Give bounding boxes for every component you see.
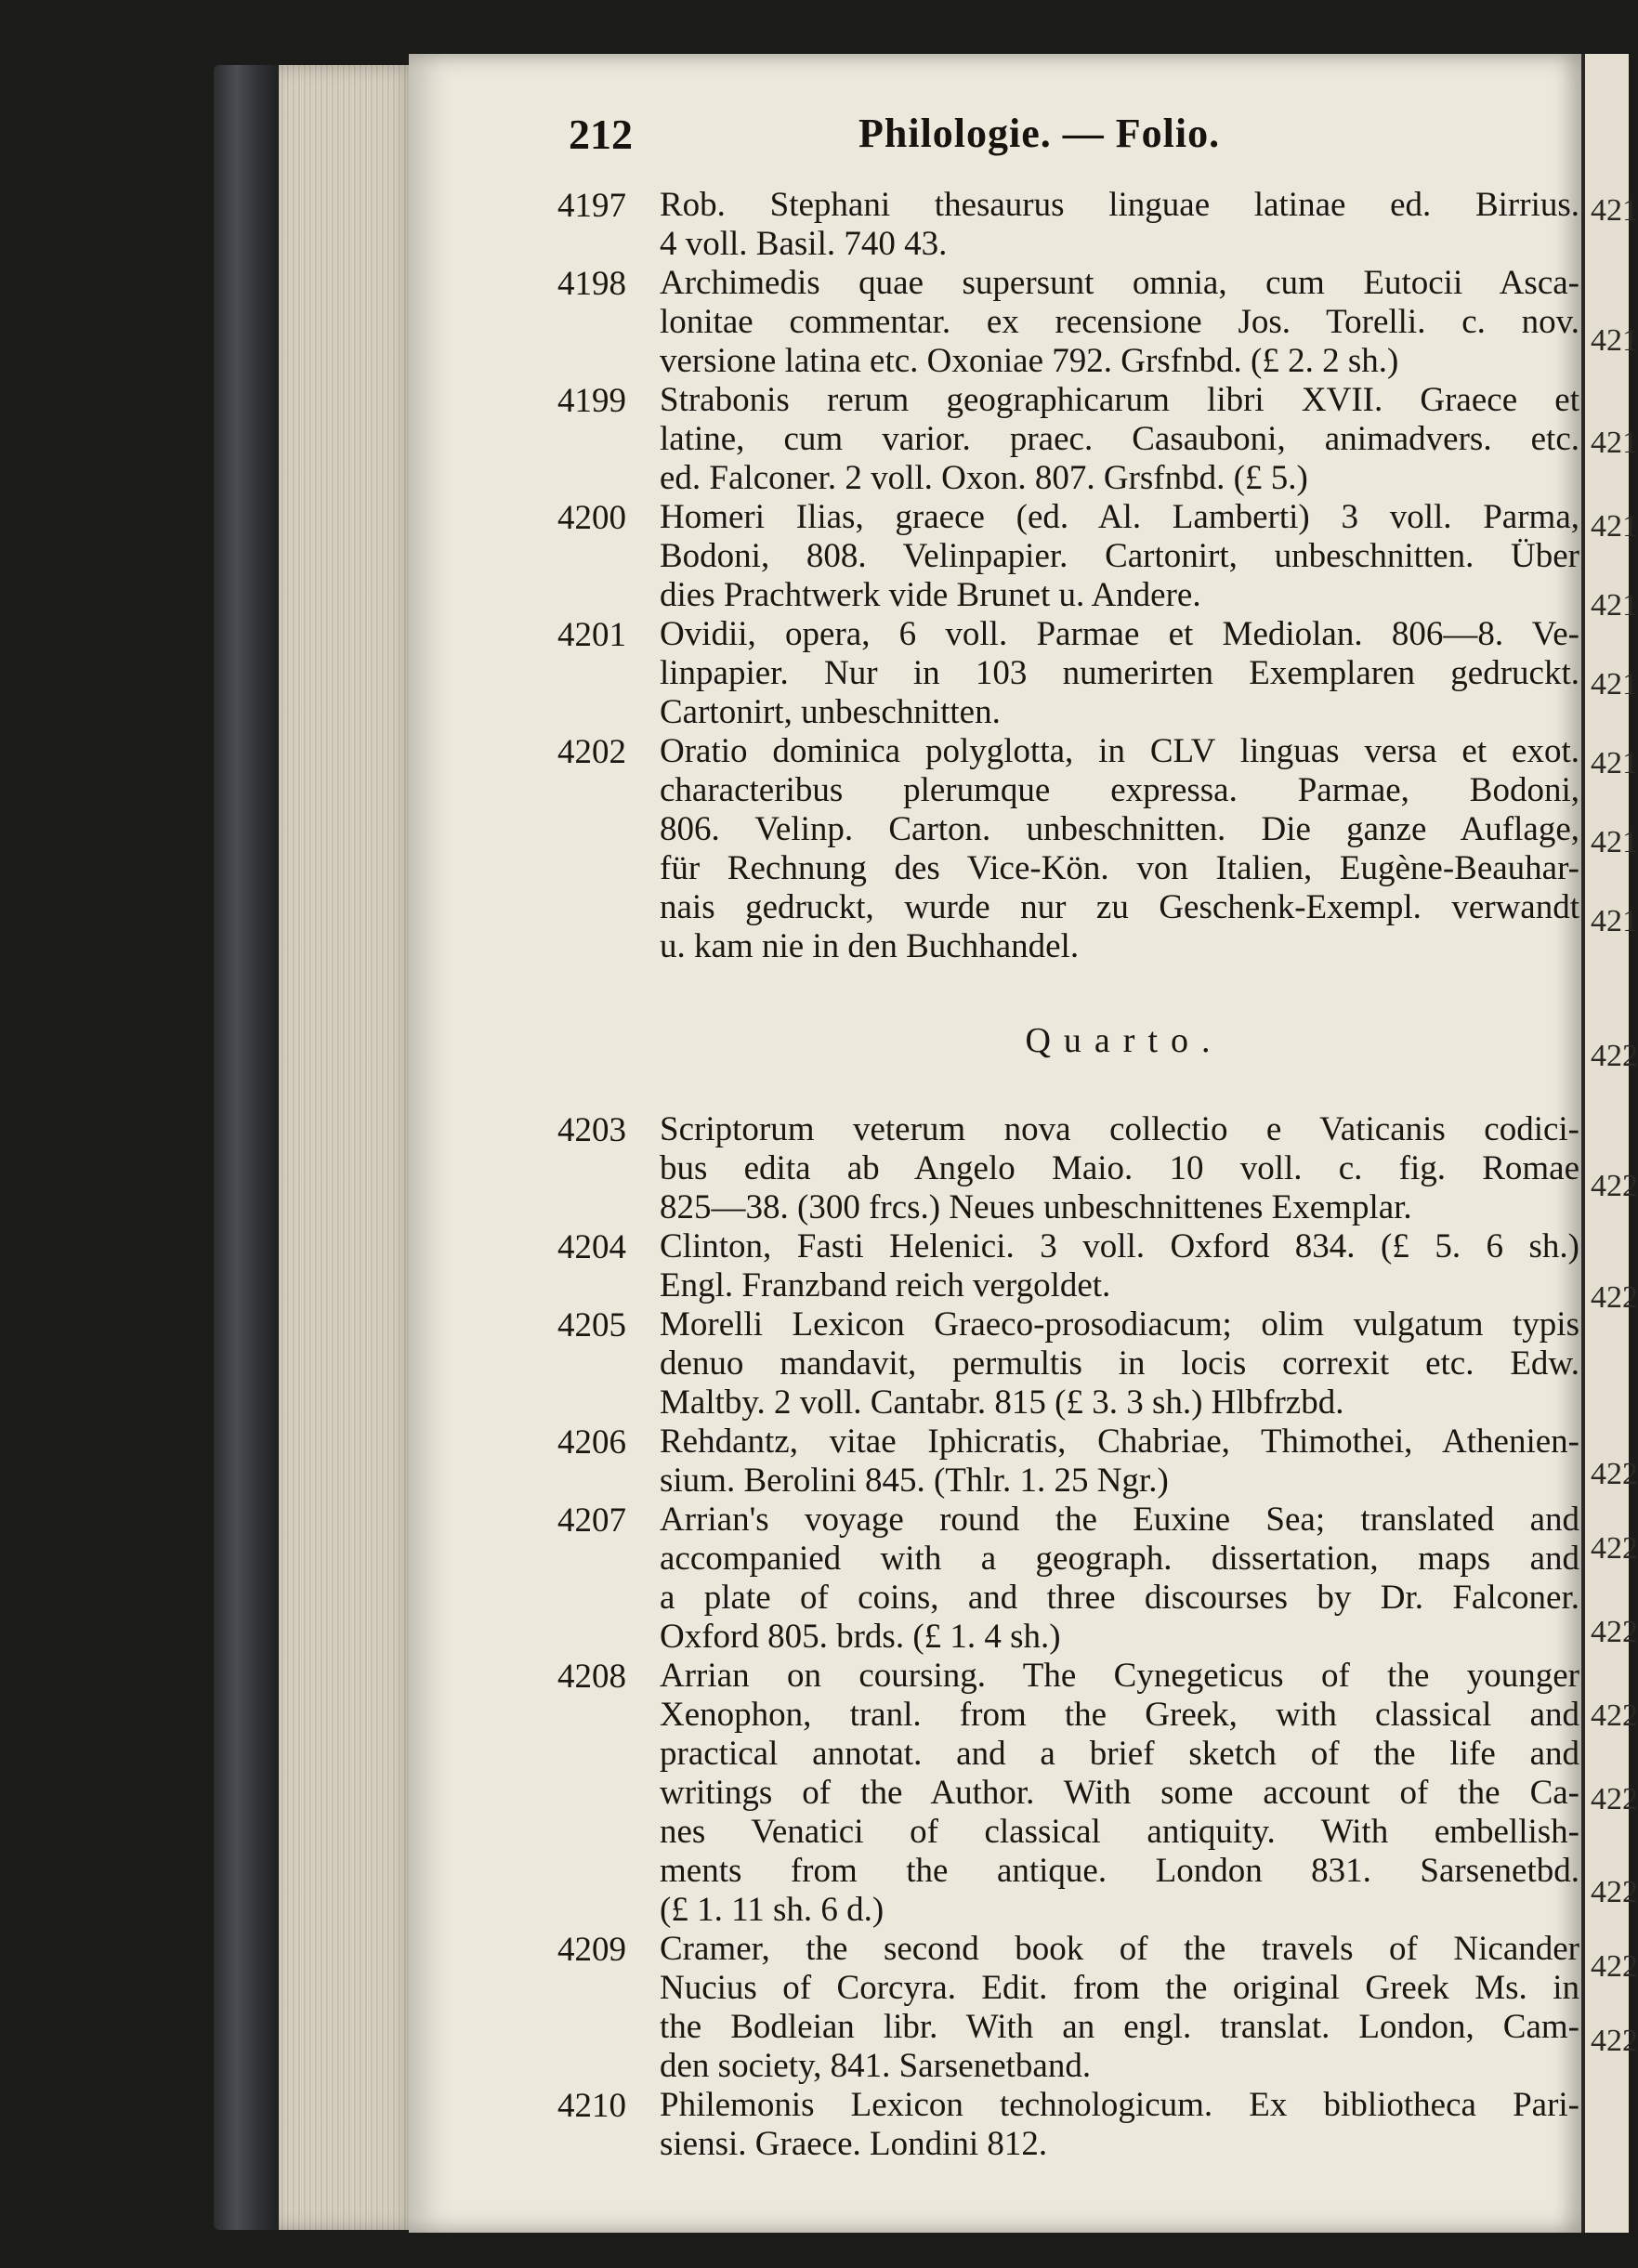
entry-line: bus edita ab Angelo Maio. 10 voll. c. fig. Romae <box>660 1149 1579 1187</box>
entry-number: 4210 <box>557 2087 626 2125</box>
entry-line: accompanied with a geograph. dissertation, maps and <box>660 1540 1579 1578</box>
entry-line: den society, 841. Sarsenetband. <box>660 2047 1092 2085</box>
entry-number: 4209 <box>557 1931 626 1969</box>
entry-line: Oxford 805. brds. (£ 1. 4 sh.) <box>660 1618 1061 1656</box>
entry-line: lonitae commentar. ex recensione Jos. Torelli. c. nov. <box>660 303 1579 341</box>
entry-line: Oratio dominica polyglotta, in CLV linguas versa et exot. <box>660 732 1579 770</box>
entry-line: Scriptorum veterum nova collectio e Vaticanis codici- <box>660 1110 1579 1148</box>
entry-line: characteribus plerumque expressa. Parmae, Bodoni, <box>660 771 1579 809</box>
entry-line: Bodoni, 808. Velinpapier. Cartonirt, unbeschnitten. Über <box>660 537 1579 575</box>
entry-number: 4202 <box>557 733 626 771</box>
facing-page-number: 422 <box>1591 2024 1638 2058</box>
facing-page-number: 421 <box>1591 509 1638 544</box>
facing-page-number: 421 <box>1591 588 1638 623</box>
facing-page-number: 421 <box>1591 746 1638 780</box>
entry-text <box>660 1227 1579 1305</box>
facing-page-number: 422 <box>1591 1782 1638 1816</box>
entry-line: Rob. Stephani thesaurus linguae latinae ed. Birrius. <box>660 186 1579 224</box>
entry-line: Nucius of Corcyra. Edit. from the original Greek Ms. in <box>660 1969 1579 2007</box>
entry-number: 4203 <box>557 1111 626 1149</box>
entry-text <box>660 186 1579 264</box>
entry-line: Strabonis rerum geographicarum libri XVII. Graece et <box>660 381 1579 419</box>
catalog-entry <box>557 1930 1579 2086</box>
catalog-entry <box>557 381 1579 498</box>
facing-page-number: 422 <box>1591 1698 1638 1733</box>
facing-page-number: 421 <box>1591 323 1638 358</box>
entry-line: nes Venatici of classical antiquity. With embellish- <box>660 1813 1579 1851</box>
entry-line: latine, cum varior. praec. Casauboni, animadvers. etc. <box>660 420 1579 458</box>
catalog-entry <box>557 1305 1579 1422</box>
entry-line: a plate of coins, and three discourses by Dr. Falconer. <box>660 1579 1579 1617</box>
entry-line: Philemonis Lexicon technologicum. Ex bibliotheca Pari- <box>660 2086 1579 2124</box>
entry-line: nais gedruckt, wurde nur zu Geschenk-Exempl. verwandt <box>660 888 1579 926</box>
folio-entries <box>557 186 1579 966</box>
entry-line: Homeri Ilias, graece (ed. Al. Lamberti) 3 voll. Parma, <box>660 498 1579 536</box>
page-header <box>569 110 1572 165</box>
catalog-entry <box>557 1422 1579 1501</box>
entry-text <box>660 1422 1579 1501</box>
catalog-entry <box>557 1227 1579 1305</box>
page-number: 212 <box>569 111 633 158</box>
facing-page-number: 421 <box>1591 667 1638 701</box>
catalog-entry <box>557 264 1579 381</box>
entry-number: 4201 <box>557 616 626 654</box>
catalog-entry <box>557 1501 1579 1657</box>
entry-line: dies Prachtwerk vide Brunet u. Andere. <box>660 576 1201 614</box>
entry-number: 4207 <box>557 1501 626 1540</box>
facing-page-number: 422 <box>1591 1949 1638 1984</box>
entry-line: Engl. Franzband reich vergoldet. <box>660 1266 1111 1304</box>
entry-line: ed. Falconer. 2 voll. Oxon. 807. Grsfnbd. (£ 5.) <box>660 459 1308 497</box>
entry-text <box>660 381 1579 498</box>
entry-line: Archimedis quae supersunt omnia, cum Eutocii Asca- <box>660 264 1579 302</box>
entry-line: Cartonirt, unbeschnitten. <box>660 693 1001 731</box>
entry-line: Ovidii, opera, 6 voll. Parmae et Mediolan. 806—8. Ve- <box>660 615 1579 653</box>
quarto-entries <box>557 1110 1579 2164</box>
entry-line: Cramer, the second book of the travels of Nicander <box>660 1930 1579 1968</box>
entry-number: 4205 <box>557 1306 626 1344</box>
entry-line: 825—38. (300 frcs.) Neues unbeschnittenes Exemplar. <box>660 1188 1412 1226</box>
catalog-entry <box>557 2086 1579 2164</box>
entry-line: the Bodleian libr. With an engl. translat. London, Cam- <box>660 2008 1579 2046</box>
page-title: Philologie. — Folio. <box>858 111 1221 156</box>
entry-line: sium. Berolini 845. (Thlr. 1. 25 Ngr.) <box>660 1462 1169 1500</box>
facing-page-number: 421 <box>1591 825 1638 859</box>
entry-line: Arrian on coursing. The Cynegeticus of the younger <box>660 1657 1579 1695</box>
book-spine <box>214 65 279 2230</box>
entry-text <box>660 2086 1579 2164</box>
catalog-entry <box>557 1657 1579 1930</box>
facing-page-number: 422 <box>1591 1531 1638 1566</box>
facing-page-number: 421 <box>1591 193 1638 228</box>
entry-line: siensi. Graece. Londini 812. <box>660 2125 1048 2163</box>
entry-text <box>660 498 1579 615</box>
entry-number: 4208 <box>557 1658 626 1696</box>
entry-text <box>660 264 1579 381</box>
catalog-listing <box>557 186 1579 2164</box>
page-edges <box>279 65 418 2230</box>
entry-line: denuo mandavit, permultis in locis correxit etc. Edw. <box>660 1344 1579 1383</box>
entry-line: linpapier. Nur in 103 numerirten Exemplaren gedruckt. <box>660 654 1579 692</box>
entry-line: (£ 1. 11 sh. 6 d.) <box>660 1891 885 1929</box>
entry-line: ments from the antique. London 831. Sarsenetbd. <box>660 1852 1579 1890</box>
facing-page-number: 422 <box>1591 1169 1638 1203</box>
entry-number: 4204 <box>557 1228 626 1266</box>
entry-line: Clinton, Fasti Helenici. 3 voll. Oxford 834. (£ 5. 6 sh.) <box>660 1227 1579 1265</box>
entry-text <box>660 1657 1579 1930</box>
entry-line: Arrian's voyage round the Euxine Sea; translated and <box>660 1501 1579 1539</box>
catalog-entry <box>557 498 1579 615</box>
facing-page-number: 422 <box>1591 1875 1638 1909</box>
entry-number: 4198 <box>557 265 626 303</box>
entry-text <box>660 615 1579 732</box>
entry-text <box>660 732 1579 966</box>
facing-page-number: 422 <box>1591 1457 1638 1491</box>
entry-number: 4199 <box>557 382 626 420</box>
facing-page-number: 422 <box>1591 1039 1638 1073</box>
next-page-edge <box>1581 54 1638 2233</box>
facing-page-number: 421 <box>1591 426 1638 460</box>
entry-line: u. kam nie in den Buchhandel. <box>660 927 1080 965</box>
catalog-entry <box>557 615 1579 732</box>
entry-line: versione latina etc. Oxoniae 792. Grsfnbd. (£ 2. 2 sh.) <box>660 342 1399 380</box>
entry-line: Morelli Lexicon Graeco-prosodiacum; olim vulgatum typis <box>660 1305 1579 1344</box>
entry-text <box>660 1305 1579 1422</box>
entry-number: 4200 <box>557 499 626 537</box>
facing-page-number: 421 <box>1591 904 1638 938</box>
entry-text <box>660 1110 1579 1227</box>
entry-line: 806. Velinp. Carton. unbeschnitten. Die ganze Auflage, <box>660 810 1579 848</box>
entry-line: practical annotat. and a brief sketch of the life and <box>660 1735 1579 1773</box>
entry-number: 4206 <box>557 1423 626 1462</box>
facing-page-number: 422 <box>1591 1615 1638 1649</box>
entry-line: Maltby. 2 voll. Cantabr. 815 (£ 3. 3 sh.) Hlbfrzbd. <box>660 1383 1344 1422</box>
catalog-entry <box>557 732 1579 966</box>
entry-line: writings of the Author. With some account of the Ca- <box>660 1774 1579 1812</box>
entry-text <box>660 1501 1579 1657</box>
catalog-entry <box>557 1110 1579 1227</box>
entry-line: Rehdantz, vitae Iphicratis, Chabriae, Thimothei, Athenien- <box>660 1422 1579 1461</box>
entry-number: 4197 <box>557 187 626 225</box>
entry-line: 4 voll. Basil. 740 43. <box>660 225 948 263</box>
catalog-entry <box>557 186 1579 264</box>
entry-line: Xenophon, tranl. from the Greek, with classical and <box>660 1696 1579 1734</box>
section-heading-quarto: Quarto. <box>1025 1021 1224 1060</box>
facing-page-number: 422 <box>1591 1280 1638 1315</box>
entry-line: für Rechnung des Vice-Kön. von Italien, Eugène-Beauhar- <box>660 849 1579 887</box>
entry-text <box>660 1930 1579 2086</box>
